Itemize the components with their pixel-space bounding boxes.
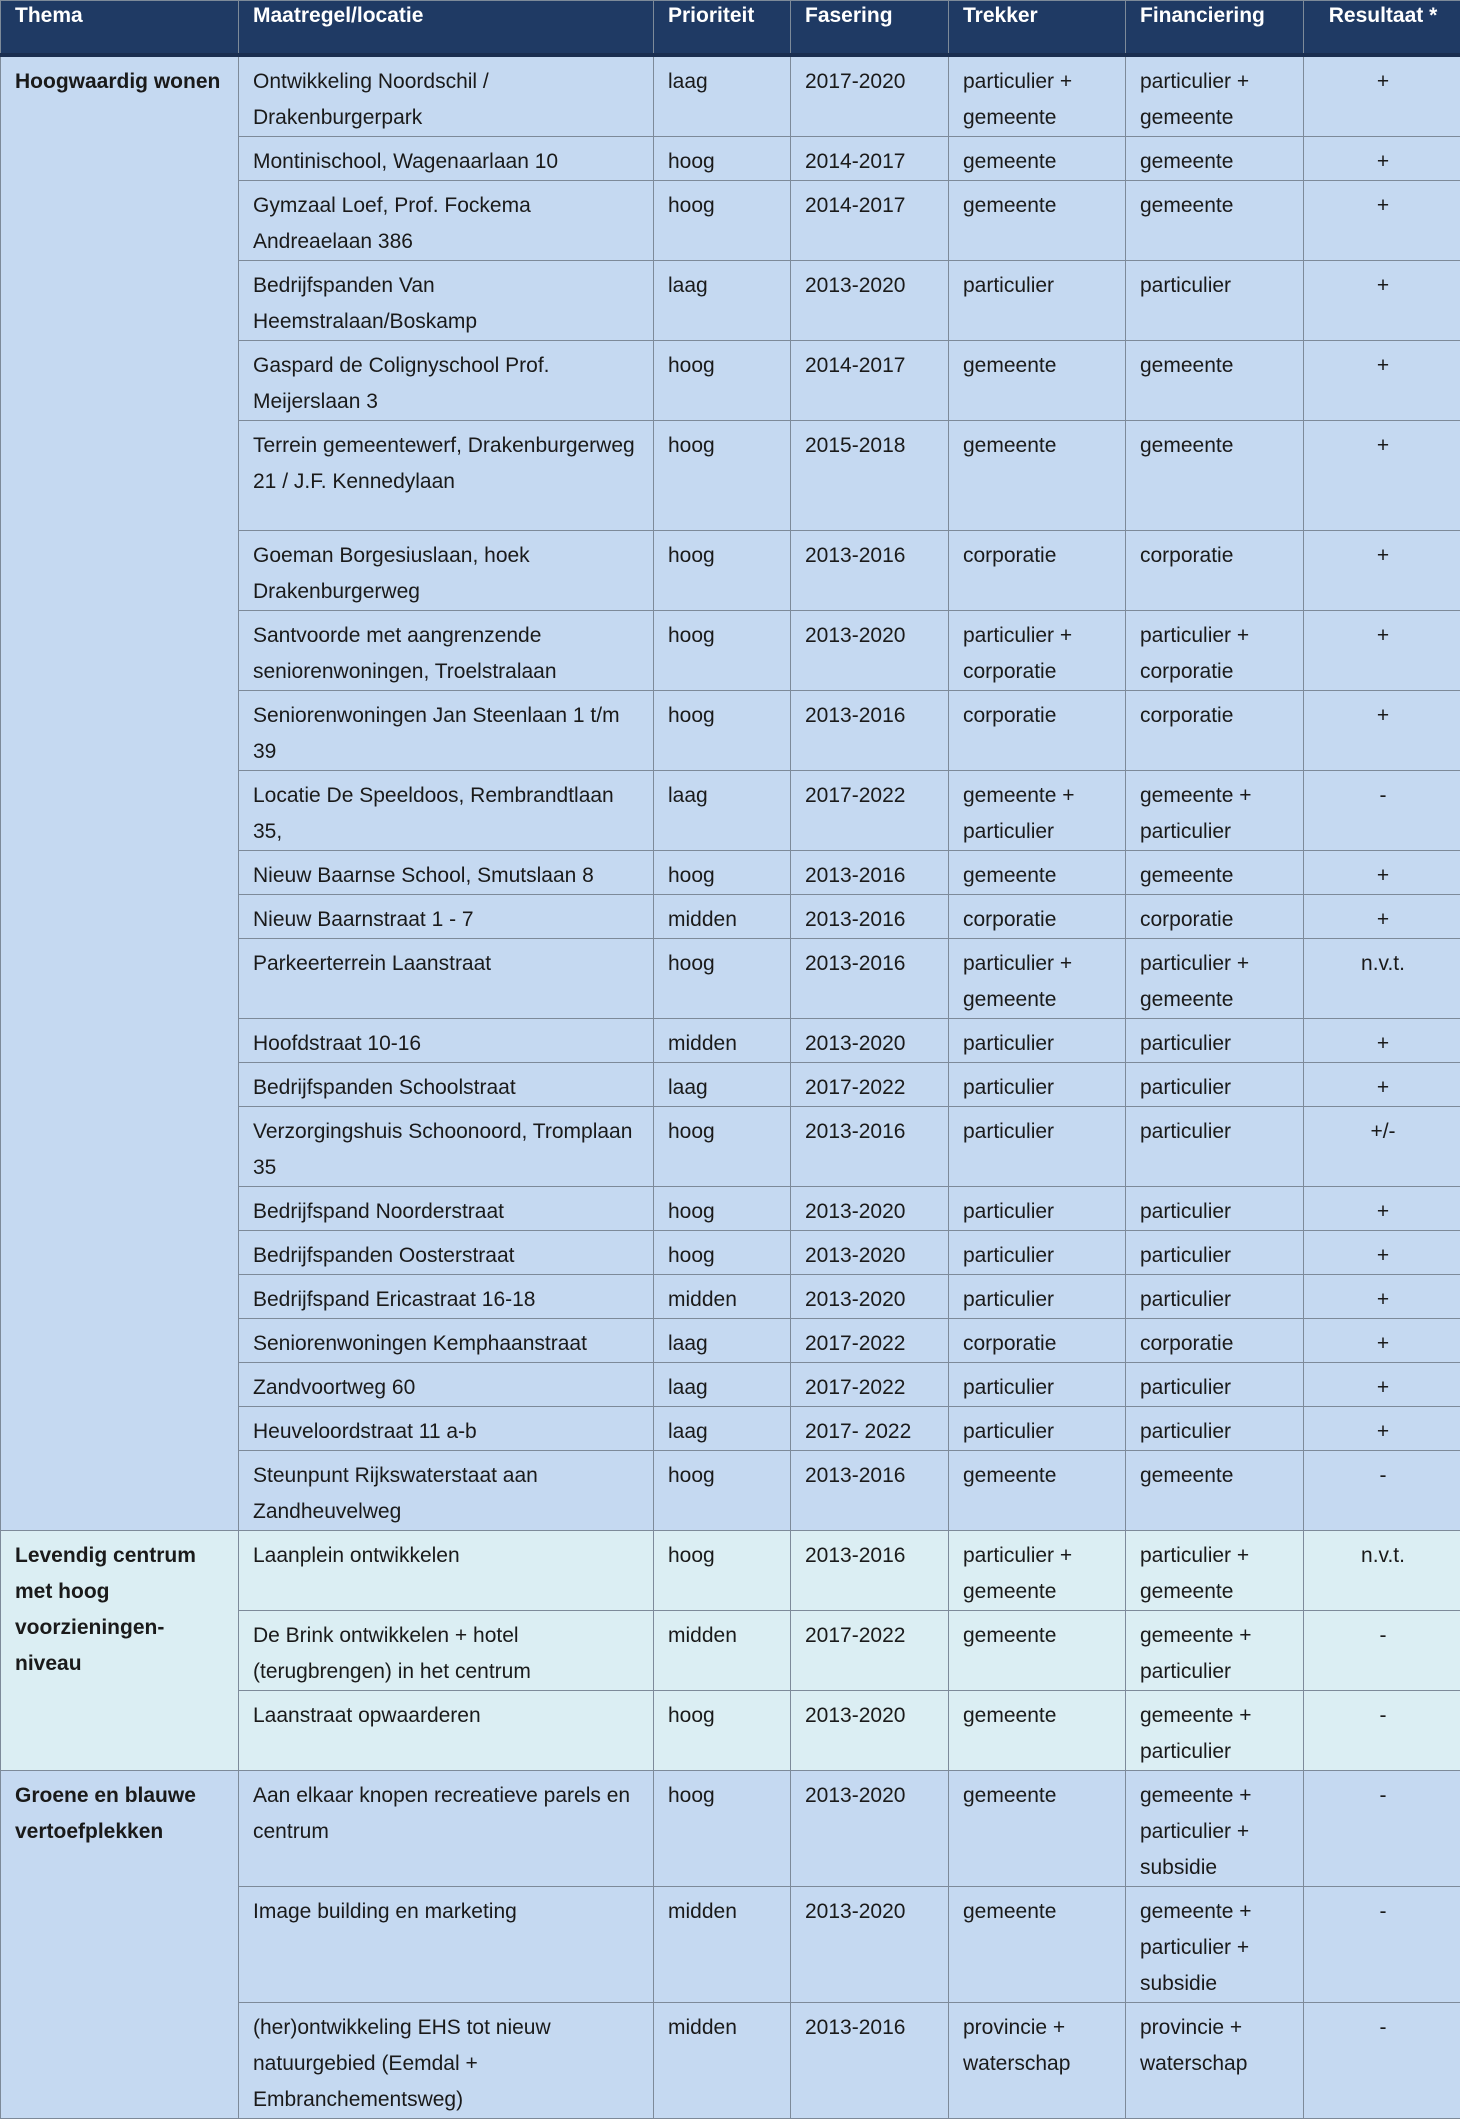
cell-prioriteit: hoog — [654, 1450, 791, 1530]
cell-financiering: particulier + gemeente — [1126, 1530, 1304, 1610]
cell-trekker: gemeente — [949, 1690, 1126, 1770]
header-trekker: Trekker — [949, 1, 1126, 55]
cell-resultaat: - — [1304, 1610, 1460, 1690]
cell-trekker: particulier + corporatie — [949, 610, 1126, 690]
cell-resultaat: - — [1304, 770, 1460, 850]
cell-trekker: particulier — [949, 1362, 1126, 1406]
cell-prioriteit: hoog — [654, 938, 791, 1018]
cell-maatregel: Seniorenwoningen Kemphaanstraat — [239, 1318, 654, 1362]
cell-financiering: corporatie — [1126, 690, 1304, 770]
cell-fasering: 2013-2016 — [791, 2002, 949, 2118]
cell-trekker: particulier — [949, 1230, 1126, 1274]
cell-prioriteit: midden — [654, 894, 791, 938]
cell-trekker: gemeente — [949, 340, 1126, 420]
cell-financiering: corporatie — [1126, 894, 1304, 938]
cell-trekker: corporatie — [949, 894, 1126, 938]
cell-trekker: gemeente — [949, 850, 1126, 894]
cell-fasering: 2017-2022 — [791, 770, 949, 850]
cell-maatregel: Locatie De Speeldoos, Rembrandtlaan 35, — [239, 770, 654, 850]
cell-fasering: 2017-2022 — [791, 1362, 949, 1406]
cell-prioriteit: hoog — [654, 850, 791, 894]
cell-resultaat: + — [1304, 420, 1460, 530]
cell-prioriteit: laag — [654, 1362, 791, 1406]
cell-financiering: particulier — [1126, 260, 1304, 340]
cell-resultaat: + — [1304, 1406, 1460, 1450]
cell-resultaat: + — [1304, 136, 1460, 180]
cell-trekker: corporatie — [949, 530, 1126, 610]
cell-resultaat: + — [1304, 1318, 1460, 1362]
cell-fasering: 2013-2020 — [791, 260, 949, 340]
cell-maatregel: Bedrijfspanden Oosterstraat — [239, 1230, 654, 1274]
cell-prioriteit: hoog — [654, 1690, 791, 1770]
cell-prioriteit: hoog — [654, 1530, 791, 1610]
cell-prioriteit: laag — [654, 1406, 791, 1450]
cell-resultaat: + — [1304, 1018, 1460, 1062]
cell-financiering: gemeente — [1126, 136, 1304, 180]
theme-cell: Levendig centrum met hoog voorzieningen-niveau — [1, 1530, 239, 1770]
cell-fasering: 2013-2016 — [791, 938, 949, 1018]
cell-resultaat: + — [1304, 1062, 1460, 1106]
cell-maatregel: Goeman Borgesiuslaan, hoek Drakenburgerweg — [239, 530, 654, 610]
cell-maatregel: Seniorenwoningen Jan Steenlaan 1 t/m 39 — [239, 690, 654, 770]
cell-financiering: particulier — [1126, 1362, 1304, 1406]
cell-prioriteit: hoog — [654, 530, 791, 610]
cell-trekker: particulier — [949, 260, 1126, 340]
cell-resultaat: n.v.t. — [1304, 1530, 1460, 1610]
cell-resultaat: - — [1304, 1886, 1460, 2002]
cell-maatregel: Steunpunt Rijkswaterstaat aan Zandheuvelweg — [239, 1450, 654, 1530]
cell-trekker: particulier + gemeente — [949, 938, 1126, 1018]
cell-fasering: 2013-2020 — [791, 1690, 949, 1770]
cell-trekker: gemeente — [949, 136, 1126, 180]
cell-fasering: 2015-2018 — [791, 420, 949, 530]
cell-financiering: gemeente — [1126, 180, 1304, 260]
cell-resultaat: - — [1304, 1770, 1460, 1886]
cell-fasering: 2013-2016 — [791, 1106, 949, 1186]
cell-maatregel: Bedrijfspand Ericastraat 16-18 — [239, 1274, 654, 1318]
cell-trekker: provincie + waterschap — [949, 2002, 1126, 2118]
cell-trekker: particulier — [949, 1018, 1126, 1062]
cell-maatregel: Ontwikkeling Noordschil / Drakenburgerpark — [239, 55, 654, 137]
cell-financiering: particulier — [1126, 1062, 1304, 1106]
cell-prioriteit: hoog — [654, 690, 791, 770]
cell-maatregel: Bedrijfspanden Schoolstraat — [239, 1062, 654, 1106]
cell-maatregel: (her)ontwikkeling EHS tot nieuw natuurgebied (Eemdal + Embranchementsweg) — [239, 2002, 654, 2118]
cell-maatregel: Nieuw Baarnse School, Smutslaan 8 — [239, 850, 654, 894]
cell-fasering: 2017-2022 — [791, 1318, 949, 1362]
cell-trekker: gemeente — [949, 1610, 1126, 1690]
cell-financiering: particulier — [1126, 1406, 1304, 1450]
header-maatregel: Maatregel/locatie — [239, 1, 654, 55]
header-resultaat: Resultaat * — [1304, 1, 1460, 55]
cell-maatregel: Zandvoortweg 60 — [239, 1362, 654, 1406]
cell-trekker: particulier + gemeente — [949, 1530, 1126, 1610]
cell-fasering: 2017- 2022 — [791, 1406, 949, 1450]
cell-maatregel: Gaspard de Colignyschool Prof. Meijerslaan 3 — [239, 340, 654, 420]
cell-prioriteit: hoog — [654, 136, 791, 180]
cell-prioriteit: hoog — [654, 340, 791, 420]
cell-prioriteit: midden — [654, 1274, 791, 1318]
cell-resultaat: + — [1304, 1274, 1460, 1318]
cell-financiering: corporatie — [1126, 1318, 1304, 1362]
cell-fasering: 2014-2017 — [791, 136, 949, 180]
table-row — [1, 1530, 1460, 1610]
cell-fasering: 2013-2020 — [791, 1230, 949, 1274]
cell-financiering: gemeente + particulier — [1126, 1610, 1304, 1690]
cell-maatregel: Santvoorde met aangrenzende seniorenwoningen, Troelstralaan — [239, 610, 654, 690]
cell-maatregel: Parkeerterrein Laanstraat — [239, 938, 654, 1018]
cell-resultaat: + — [1304, 1362, 1460, 1406]
cell-resultaat: + — [1304, 894, 1460, 938]
cell-trekker: corporatie — [949, 1318, 1126, 1362]
cell-maatregel: Heuveloordstraat 11 a-b — [239, 1406, 654, 1450]
cell-trekker: particulier — [949, 1062, 1126, 1106]
cell-prioriteit: midden — [654, 1610, 791, 1690]
table-row — [1, 55, 1460, 137]
cell-fasering: 2017-2020 — [791, 55, 949, 137]
header-fasering: Fasering — [791, 1, 949, 55]
cell-financiering: gemeente + particulier + subsidie — [1126, 1886, 1304, 2002]
cell-fasering: 2013-2020 — [791, 1770, 949, 1886]
cell-trekker: particulier — [949, 1186, 1126, 1230]
cell-fasering: 2014-2017 — [791, 340, 949, 420]
cell-financiering: gemeente — [1126, 420, 1304, 530]
cell-fasering: 2013-2016 — [791, 530, 949, 610]
cell-fasering: 2017-2022 — [791, 1062, 949, 1106]
header-thema: Thema — [1, 1, 239, 55]
cell-financiering: gemeente — [1126, 340, 1304, 420]
cell-trekker: corporatie — [949, 690, 1126, 770]
cell-financiering: particulier — [1126, 1230, 1304, 1274]
cell-maatregel: Laanplein ontwikkelen — [239, 1530, 654, 1610]
cell-prioriteit: laag — [654, 1062, 791, 1106]
cell-financiering: particulier — [1126, 1018, 1304, 1062]
cell-trekker: gemeente — [949, 1770, 1126, 1886]
cell-maatregel: Montinischool, Wagenaarlaan 10 — [239, 136, 654, 180]
cell-trekker: gemeente — [949, 180, 1126, 260]
cell-resultaat: + — [1304, 530, 1460, 610]
cell-financiering: gemeente + particulier — [1126, 770, 1304, 850]
cell-prioriteit: hoog — [654, 1230, 791, 1274]
cell-resultaat: + — [1304, 180, 1460, 260]
cell-prioriteit: hoog — [654, 610, 791, 690]
cell-trekker: gemeente — [949, 420, 1126, 530]
table-body — [1, 55, 1460, 2119]
cell-trekker: particulier + gemeente — [949, 55, 1126, 137]
cell-financiering: corporatie — [1126, 530, 1304, 610]
cell-trekker: particulier — [949, 1274, 1126, 1318]
cell-prioriteit: hoog — [654, 180, 791, 260]
cell-prioriteit: midden — [654, 2002, 791, 2118]
cell-fasering: 2013-2016 — [791, 894, 949, 938]
cell-fasering: 2013-2020 — [791, 1274, 949, 1318]
table-row — [1, 1770, 1460, 1886]
cell-financiering: gemeente + particulier — [1126, 1690, 1304, 1770]
cell-financiering: provincie + waterschap — [1126, 2002, 1304, 2118]
cell-trekker: particulier — [949, 1406, 1126, 1450]
cell-fasering: 2013-2016 — [791, 1450, 949, 1530]
cell-trekker: gemeente + particulier — [949, 770, 1126, 850]
cell-resultaat: - — [1304, 1450, 1460, 1530]
cell-trekker: gemeente — [949, 1450, 1126, 1530]
cell-maatregel: Verzorgingshuis Schoonoord, Tromplaan 35 — [239, 1106, 654, 1186]
cell-resultaat: + — [1304, 260, 1460, 340]
cell-maatregel: Laanstraat opwaarderen — [239, 1690, 654, 1770]
cell-resultaat: + — [1304, 850, 1460, 894]
cell-financiering: particulier — [1126, 1106, 1304, 1186]
cell-fasering: 2013-2016 — [791, 690, 949, 770]
cell-maatregel: Gymzaal Loef, Prof. Fockema Andreaelaan 386 — [239, 180, 654, 260]
cell-maatregel: Image building en marketing — [239, 1886, 654, 2002]
cell-prioriteit: hoog — [654, 1106, 791, 1186]
cell-fasering: 2013-2016 — [791, 1530, 949, 1610]
theme-cell: Groene en blauwe vertoefplekken — [1, 1770, 239, 2118]
cell-financiering: particulier — [1126, 1186, 1304, 1230]
cell-financiering: gemeente — [1126, 1450, 1304, 1530]
cell-fasering: 2013-2020 — [791, 1018, 949, 1062]
cell-trekker: particulier — [949, 1106, 1126, 1186]
cell-prioriteit: hoog — [654, 1186, 791, 1230]
cell-prioriteit: laag — [654, 770, 791, 850]
cell-prioriteit: laag — [654, 1318, 791, 1362]
cell-resultaat: + — [1304, 610, 1460, 690]
cell-maatregel: Aan elkaar knopen recreatieve parels en centrum — [239, 1770, 654, 1886]
cell-prioriteit: hoog — [654, 420, 791, 530]
cell-prioriteit: hoog — [654, 1770, 791, 1886]
cell-fasering: 2013-2016 — [791, 850, 949, 894]
cell-maatregel: Bedrijfspand Noorderstraat — [239, 1186, 654, 1230]
theme-cell: Hoogwaardig wonen — [1, 55, 239, 1531]
cell-fasering: 2013-2020 — [791, 1886, 949, 2002]
cell-resultaat: + — [1304, 55, 1460, 137]
cell-financiering: gemeente — [1126, 850, 1304, 894]
cell-maatregel: Bedrijfspanden Van Heemstralaan/Boskamp — [239, 260, 654, 340]
header-financiering: Financiering — [1126, 1, 1304, 55]
cell-resultaat: - — [1304, 2002, 1460, 2118]
cell-financiering: particulier + gemeente — [1126, 55, 1304, 137]
cell-fasering: 2013-2020 — [791, 1186, 949, 1230]
cell-fasering: 2014-2017 — [791, 180, 949, 260]
cell-resultaat: n.v.t. — [1304, 938, 1460, 1018]
cell-prioriteit: laag — [654, 55, 791, 137]
cell-maatregel: Hoofdstraat 10-16 — [239, 1018, 654, 1062]
cell-trekker: gemeente — [949, 1886, 1126, 2002]
cell-resultaat: - — [1304, 1690, 1460, 1770]
cell-resultaat: + — [1304, 340, 1460, 420]
cell-prioriteit: midden — [654, 1018, 791, 1062]
cell-prioriteit: midden — [654, 1886, 791, 2002]
cell-resultaat: + — [1304, 1186, 1460, 1230]
cell-maatregel: De Brink ontwikkelen + hotel (terugbrengen) in het centrum — [239, 1610, 654, 1690]
cell-fasering: 2017-2022 — [791, 1610, 949, 1690]
cell-financiering: particulier — [1126, 1274, 1304, 1318]
cell-financiering: particulier + gemeente — [1126, 938, 1304, 1018]
cell-financiering: particulier + corporatie — [1126, 610, 1304, 690]
cell-fasering: 2013-2020 — [791, 610, 949, 690]
cell-resultaat: +/- — [1304, 1106, 1460, 1186]
cell-resultaat: + — [1304, 690, 1460, 770]
cell-prioriteit: laag — [654, 260, 791, 340]
cell-maatregel: Nieuw Baarnstraat 1 - 7 — [239, 894, 654, 938]
cell-maatregel: Terrein gemeentewerf, Drakenburgerweg 21 / J.F. Kennedylaan — [239, 420, 654, 530]
header-prioriteit: Prioriteit — [654, 1, 791, 55]
cell-resultaat: + — [1304, 1230, 1460, 1274]
header-row — [1, 1, 1460, 55]
cell-financiering: gemeente + particulier + subsidie — [1126, 1770, 1304, 1886]
